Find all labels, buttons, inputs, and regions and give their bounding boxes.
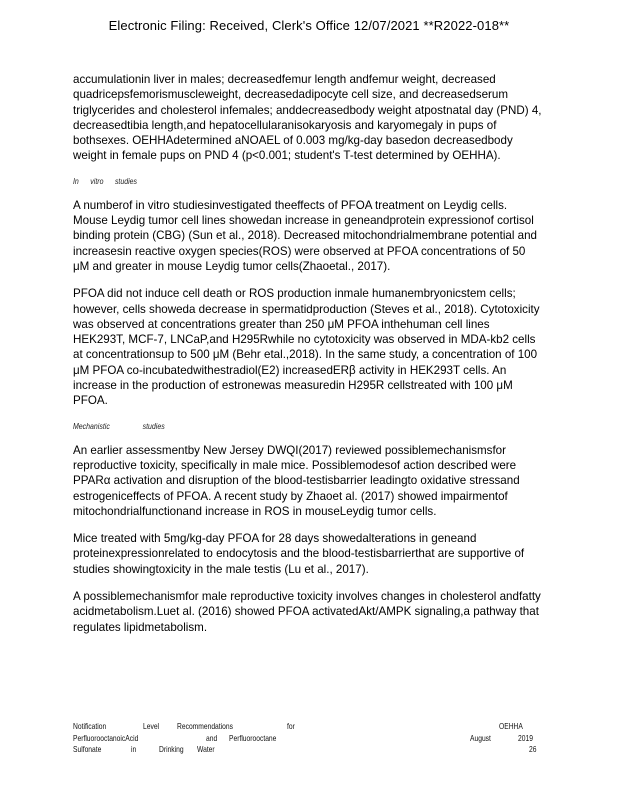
footer-agency: OEHHA [499, 722, 523, 731]
document-body [73, 72, 543, 635]
mechanistic-paragraph-2: Mice treated with 5mg/kg-day PFOA for 28 days showedalterations in geneand proteinexpressionrelated to endocytosis and the blood-testisbarrierthat are supportive of studies showingtoxicity in the male testis (Lu et al., 2017). [73, 532, 525, 576]
footer-line-3: Sulfonate in Drinking Water 26 [73, 745, 537, 754]
mechanistic-paragraph-3: A possiblemechanismfor male reproductive toxicity involves changes in cholesterol andfatty acidmetabolism.Luet al. (2016) showed PFOA activatedAkt/AMPK signaling,a pathway that regulates lipidmetabolism. [73, 590, 541, 634]
intro-paragraph: accumulationin liver in males; decreasedfemur length andfemur weight, decreased quadricepsfemorismuscleweight, decreasedadipocyte cell size, and decreasedserum triglycerides and cholesterol infemales; anddecreasedbody weight atpostnatal day (PND) 4, decreasedtibia length,and hepatocellularanisokaryosis and karyomegaly in pups of bothsexes. OEHHAdetermined aNOAEL of 0.003 mg/kg-day basedon decreasedbody weight in female pups on PND 4 (p<0.001; student's T-test determined by OEHHA). [73, 73, 542, 163]
in-vitro-paragraph-1: A numberof in vitro studiesinvestigated theeffects of PFOA treatment on Leydig cells. Mouse Leydig tumor cell lines showedan increase in geneandprotein expressionof cortisol binding protein (CBG) (Sun et al., 2018). Decreased mitochondrialmembrane potential and increasesin reactive oxygen species(ROS) were observed at PFOA concentrations of 50 μM and greater in mouse Leydig tumor cells(Zhaoetal., 2017). [73, 198, 538, 273]
mechanistic-paragraph-1: An earlier assessmentby New Jersey DWQI(2017) reviewed possiblemechanismsfor reproductive toxicity, specifically in male mice. Possiblemodesof action described were PPARα activation and disruption of the blood-testisbarrier leadingto oxidative stressand estrogeniceffects of PFOA. A recent study by Zhaoet al. (2017) showed impairmentof mitochondrialfunctionand increase in ROS in mouseLeydig tumor cells. [73, 443, 520, 518]
section-heading-mechanistic: Mechanistic studies [73, 420, 165, 431]
footer-line-1: Notification Level Recommendations for OEHHA [73, 722, 523, 731]
filing-header: Electronic Filing: Received, Clerk's Office 12/07/2021 **R2022-018** [108, 18, 510, 33]
footer-month: August [470, 733, 491, 743]
page-number: 26 [529, 745, 537, 754]
footer-year: 2019 [518, 733, 533, 743]
in-vitro-paragraph-2: PFOA did not induce cell death or ROS production inmale humanembryonicstem cells; however, cells showeda decrease in spermatidproduction (Steves et al., 2018). Cytotoxicity was observed at concentrations greater than 250 μM PFOA inthehuman cell lines HEK293T, MCF-7, LNCaP,and H295Rwhile no cytotoxicity was observed in MDA-kb2 cells at concentrationsup to 500 μM (Behr etal.,2018). In the same study, a concentration of 100 μM PFOA co-incubatedwithestradiol(E2) increasedERβ activity in HEK293T cells. An increase in the production of estronewas measuredin H295R cellstreated with 100 μM PFOA. [73, 287, 540, 408]
section-heading-in-vitro: In vitro studies [73, 175, 138, 186]
page-footer [73, 721, 543, 756]
footer-line-2: PerfluorooctanoicAcid and Perfluorooctane August 2019 [73, 733, 533, 743]
